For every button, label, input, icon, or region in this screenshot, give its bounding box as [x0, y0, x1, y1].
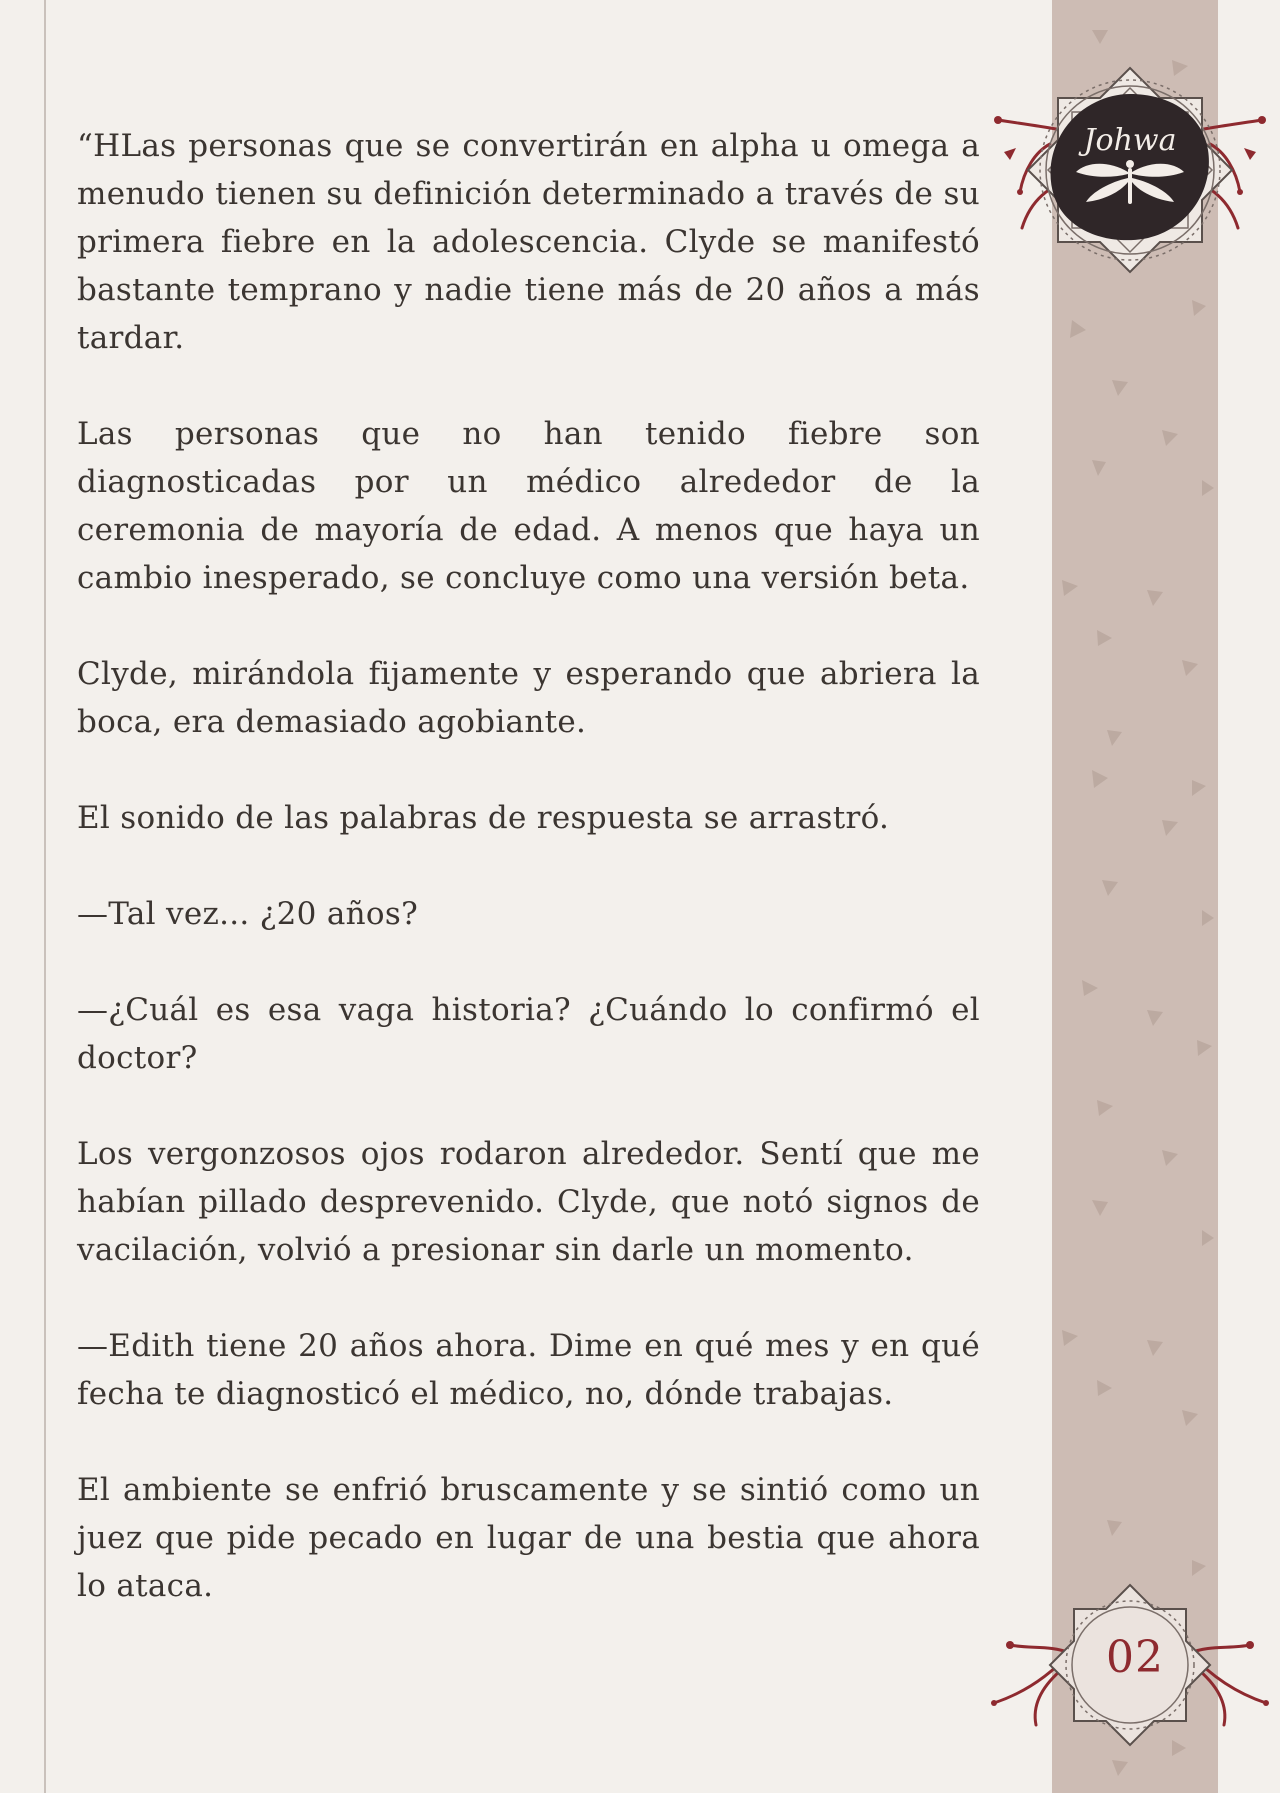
- paragraph-7: Los vergonzosos ojos rodaron alrededor. Sentí que me habían pillado desprevenido. Clyde, que notó signos de vacilación, volvió a presionar sin darle un momento.: [77, 1136, 980, 1268]
- paragraph-5: —Tal vez... ¿20 años?: [77, 896, 418, 932]
- page-number: 02: [1106, 1632, 1164, 1683]
- johwa-logo-medallion: [980, 32, 1280, 332]
- paragraph-4: El sonido de las palabras de respuesta se arrastró.: [77, 800, 890, 836]
- logo-text: Johwa: [1083, 123, 1177, 158]
- paragraph-1: “HLas personas que se convertirán en alpha u omega a menudo tienen su definición determinado a través de su primera fiebre en la adolescencia. Clyde se manifestó bastante temprano y nadie tiene más de 20 años a más tardar.: [77, 128, 980, 356]
- paragraph-3: Clyde, mirándola fijamente y esperando que abriera la boca, era demasiado agobiante.: [77, 656, 980, 740]
- body-text: [77, 122, 980, 1658]
- paragraph-2: Las personas que no han tenido fiebre son diagnosticadas por un médico alrededor de la ceremonia de mayoría de edad. A menos que haya un cambio inesperado, se concluye como una versión beta.: [77, 416, 980, 596]
- left-margin-rule: [44, 0, 46, 1793]
- paragraph-6: —¿Cuál es esa vaga historia? ¿Cuándo lo confirmó el doctor?: [77, 992, 980, 1076]
- paragraph-9: El ambiente se enfrió bruscamente y se sintió como un juez que pide pecado en lugar de una bestia que ahora lo ataca.: [77, 1472, 980, 1604]
- paragraph-8: —Edith tiene 20 años ahora. Dime en qué mes y en qué fecha te diagnosticó el médico, no, dónde trabajas.: [77, 1328, 980, 1412]
